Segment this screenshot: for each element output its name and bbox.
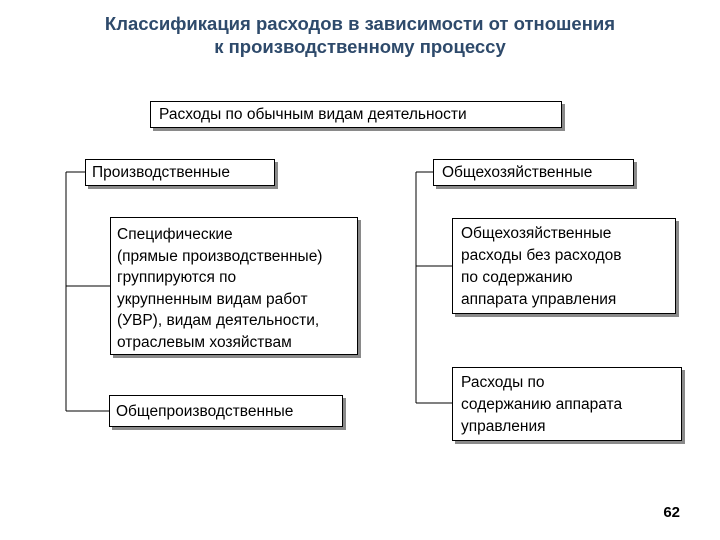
management-line: управления [461, 418, 546, 435]
general-excl-mgmt-line: по содержанию [461, 269, 573, 286]
general-excl-mgmt-line: аппарата управления [461, 291, 617, 308]
management-line: содержанию аппарата [461, 396, 623, 413]
specific-line: группируются по [117, 269, 237, 286]
general-label: Общехозяйственные [442, 164, 593, 181]
root-label: Расходы по обычным видам деятельности [159, 106, 467, 123]
management-box [452, 367, 682, 441]
production-box [85, 159, 275, 186]
common-production-box [109, 395, 343, 427]
slide-title-line-1: Классификация расходов в зависимости от отношения [104, 13, 616, 34]
general-box [433, 159, 634, 186]
specific-line: Специфические [117, 226, 233, 243]
general-excl-mgmt-line: Общехозяйственные [461, 225, 612, 242]
general-excl-mgmt-box [452, 218, 676, 314]
specific-line: отраслевым хозяйствам [117, 333, 292, 351]
general-excl-mgmt-line: расходы без расходов [461, 247, 622, 264]
specific-line: (УВР), видам деятельности, [117, 312, 320, 329]
page-number: 62 [663, 504, 680, 521]
production-label: Производственные [92, 164, 230, 181]
specific-line: укрупненным видам работ [117, 290, 308, 308]
specific-box [110, 217, 358, 355]
management-line: Расходы по [461, 374, 545, 391]
common-production-label: Общепроизводственные [116, 403, 294, 420]
root-box [150, 101, 562, 128]
slide-title-line-2: к производственному процессу [214, 36, 506, 57]
specific-line: (прямые производственные) [117, 247, 323, 265]
